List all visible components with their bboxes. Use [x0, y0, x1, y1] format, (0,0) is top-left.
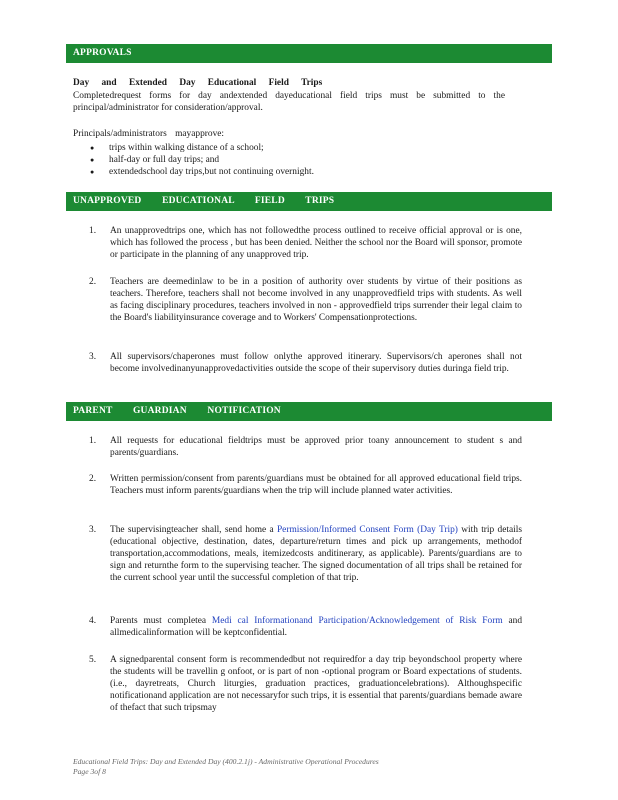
footer-page-number: Page 3of 8 — [73, 767, 106, 776]
item-number: 2. — [89, 277, 97, 287]
item-text: All supervisors/chaperones must follow onlythe approved itinerary. Supervisors/ch aperones shall not become involvedinanyunapprovedactivities outside the scope of their supervisory duties duringa field trip. — [110, 352, 522, 374]
item-text-before: The supervisingteacher shall, send home a — [110, 525, 274, 535]
item-number: 1. — [89, 226, 97, 236]
item-text-before: Parents must completea — [110, 616, 207, 626]
item-text: All requests for educational fieldtrips must be approved prior toany announcement to student s and parents/guardians. — [110, 436, 522, 458]
item-text: Written permission/consent from parents/guardians must be obtained for all approved educational field trips. Teachers must inform parents/guardians when the trip will include planned water activities. — [110, 474, 522, 496]
item-text: An unapprovedtrips one, which has not followedthe process outlined to receive official approval or is one, which has followed the process , but has been denied. Neither the school nor the Board will sponsor, promote or participate in the planning of any unapproved trip. — [110, 226, 522, 260]
item-number: 3. — [89, 525, 97, 535]
item-text-after: and allmedicalinformation will be keptconfidential. — [110, 616, 523, 638]
approvals-subheading: Day and Extended Day Educational Field Trips — [73, 78, 323, 88]
bullet-item: ● trips within walking distance of a school; — [90, 142, 390, 154]
item-text: A signedparental consent form is recommendedbut not requiredfor a day trip beyondschool property where the students will be travellin g onfoot, or is part of non -optional program or Board expectations of students. (i.e., dayretreats, Church liturgies, graduation practices, graduationcelebrations). Althoughspecific notificationand application are not necessaryfor such trips, it is essential that parents/guardians bemade aware of thefact that such tripsmay — [110, 655, 522, 713]
item-text-after: with trip details (educational objective, destination, dates, departure/return times and pick up arrangements, methodof transportation,accommodations, meals, itemizedcosts anditinerary, as applicable). Parents/guardians are to sign and returnthe form to the supervising teacher. The signed documentation of all trips shall be retained for the current school year until the successful completion of that trip. — [110, 525, 522, 583]
permission-form-link[interactable]: Permission/Informed Consent Form (Day Trip) — [276, 525, 458, 535]
medical-form-link[interactable]: Medi cal Informationand Participation/Acknowledgement of Risk Form — [211, 616, 503, 626]
section-header-approvals: APPROVALS — [66, 44, 552, 63]
may-approve-text: Principals/administrators mayapprove: — [73, 129, 225, 139]
item-text — [110, 615, 522, 639]
bullet-item: ● extendedschool day trips,but not continuing overnight. — [90, 166, 390, 178]
item-number: 4. — [89, 616, 97, 626]
bullet-item: ● half-day or full day trips; and — [90, 154, 390, 166]
approvals-paragraph: Completedrequest forms for day andextended dayeducational field trips must be submitted to the principal/administrator for consideration/approval. — [73, 91, 505, 113]
item-text — [110, 524, 522, 584]
item-number: 5. — [89, 655, 97, 665]
item-number: 1. — [89, 436, 97, 446]
item-number: 2. — [89, 474, 97, 484]
footer-title: Educational Field Trips: Day and Extended Day (400.2.1j) - Administrative Operational Procedures — [73, 757, 379, 766]
section-header-parent-notification: PARENT GUARDIAN NOTIFICATION — [66, 402, 552, 421]
item-text: Teachers are deemedinlaw to be in a position of authority over students by virtue of their positions as teachers. Therefore, teachers shall not become involved in any unapprovedfield trips with students. As well as facing disciplinary procedures, teachers involved in non - approvedfield trips surrender their legal claim to the Board's liabilityinsurance coverage and to Workers' Compensationprotections. — [110, 277, 522, 323]
page-footer — [73, 757, 473, 777]
item-number: 3. — [89, 352, 97, 362]
approval-bullet-list — [90, 142, 390, 178]
section-header-unapproved: UNAPPROVED EDUCATIONAL FIELD TRIPS — [66, 192, 552, 211]
